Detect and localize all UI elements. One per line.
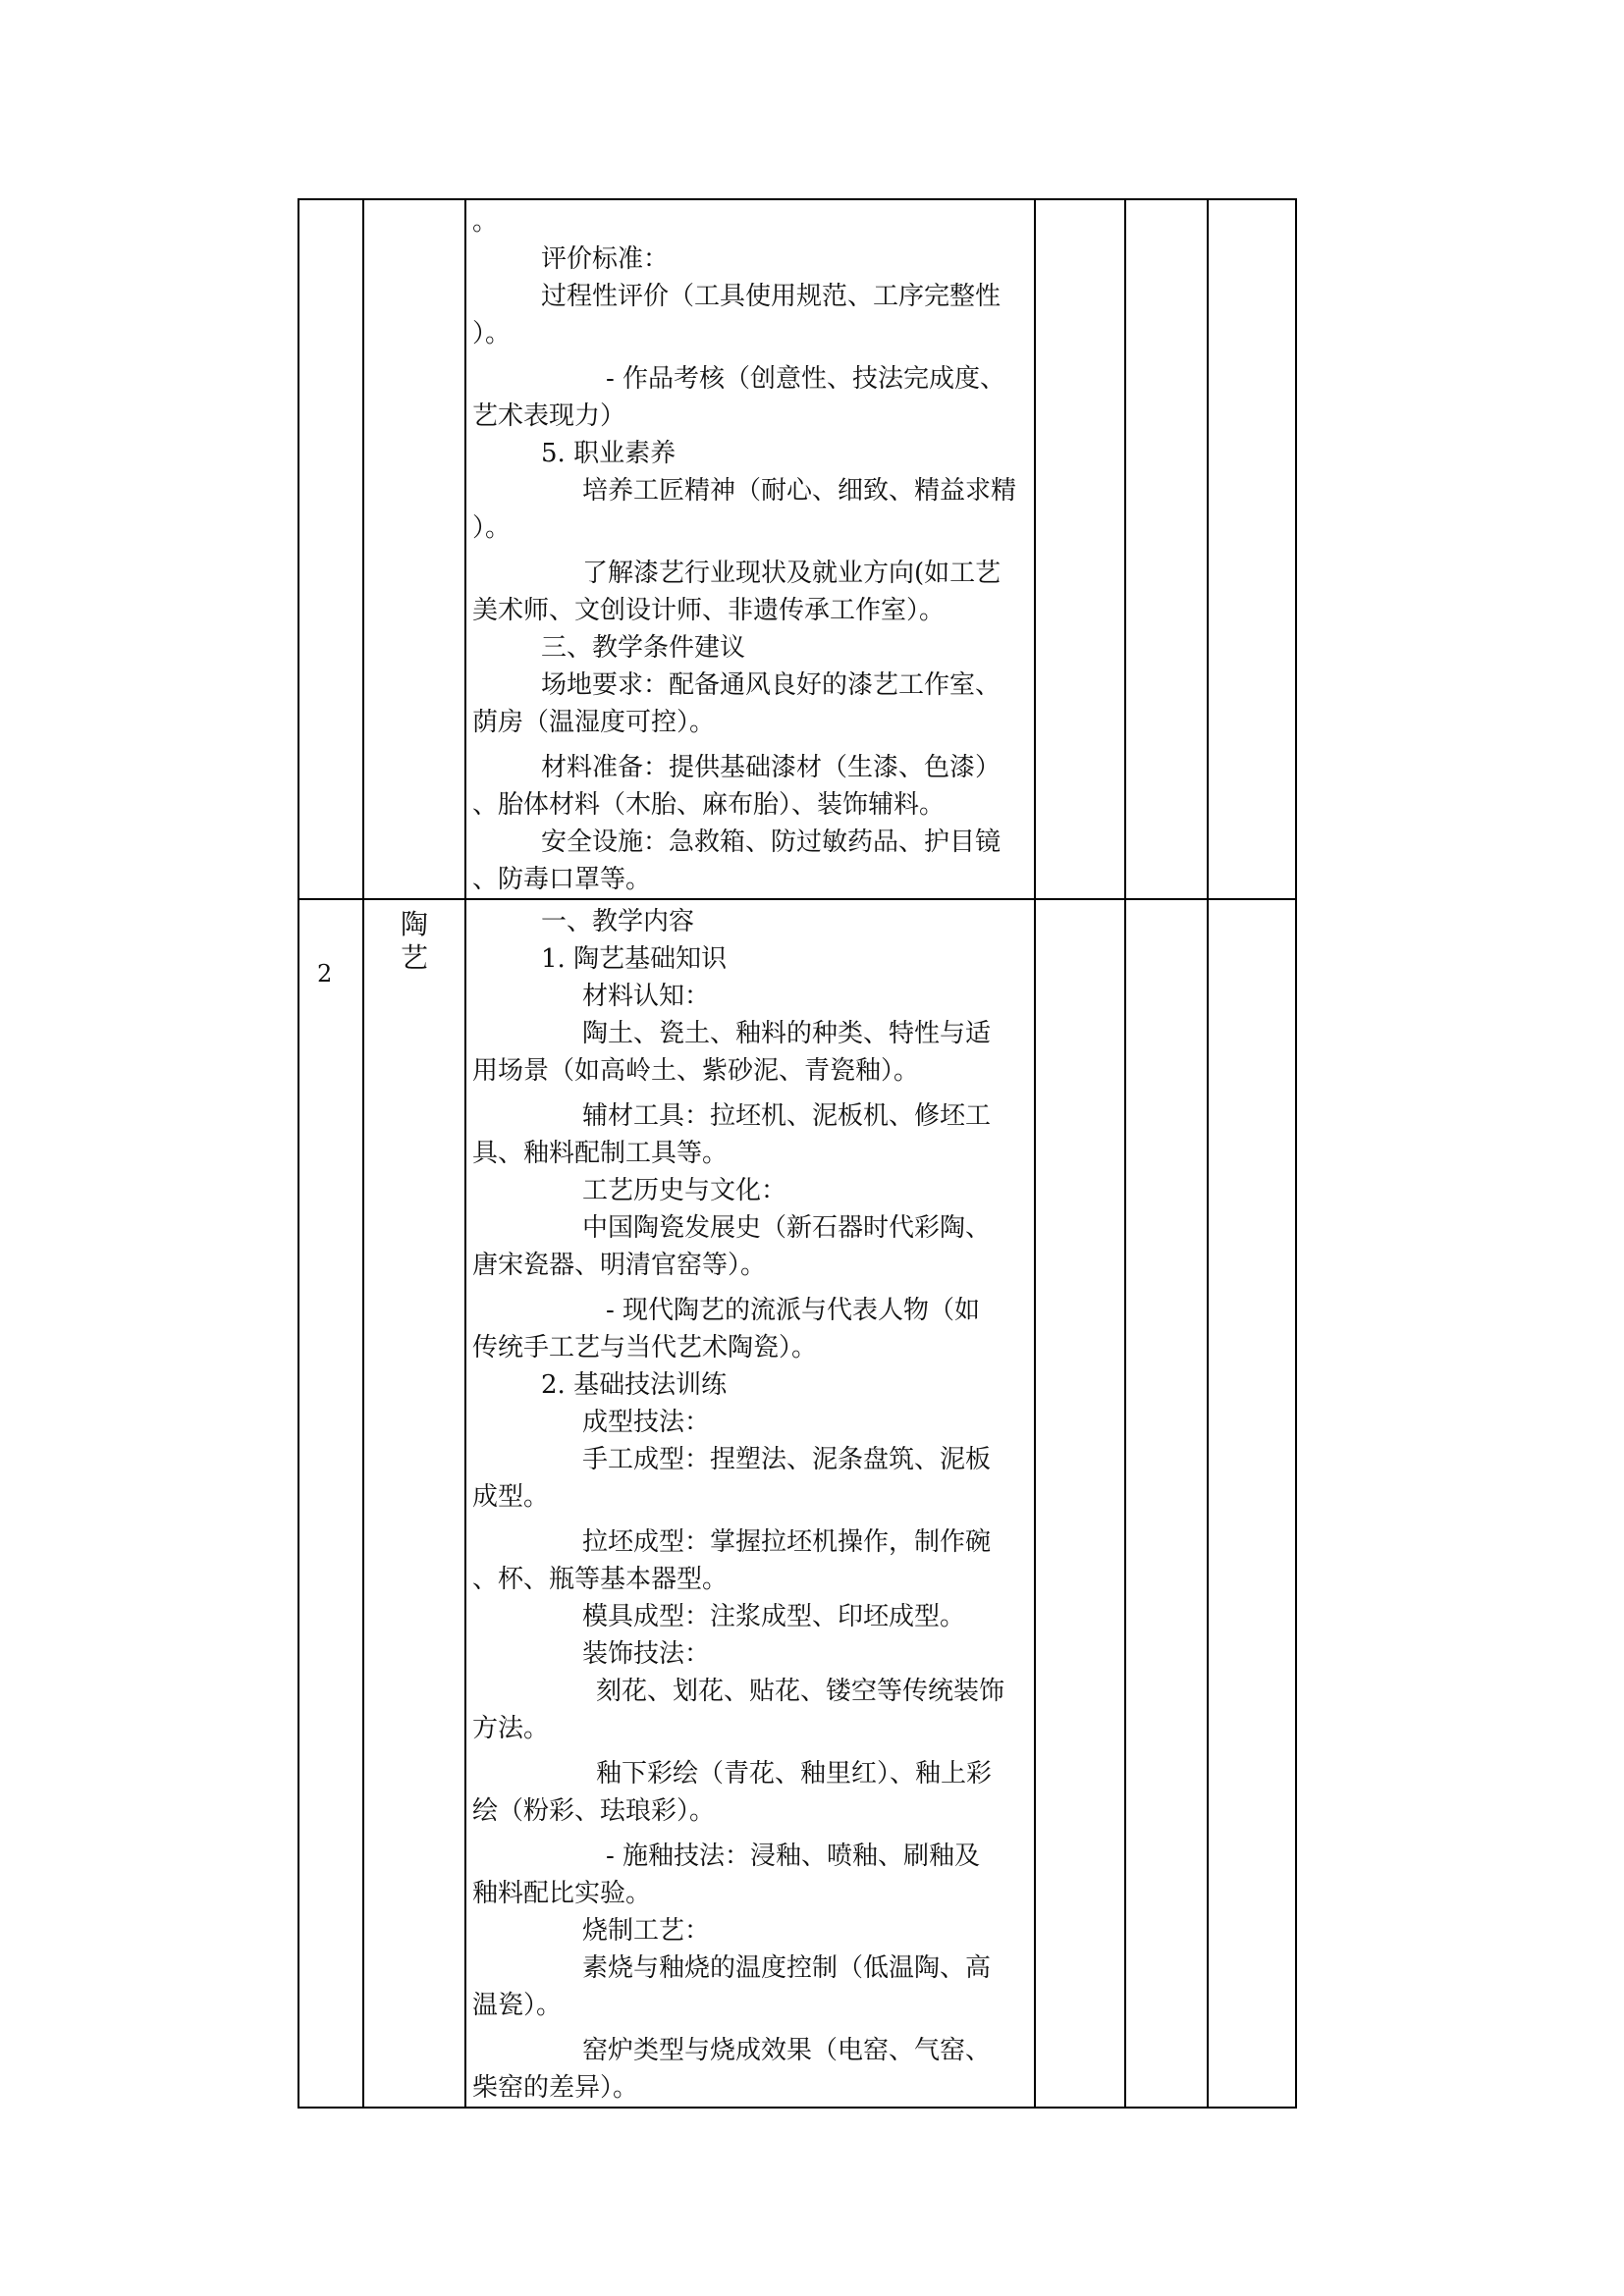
content-line: - 施釉技法：浸釉、喷釉、刷釉及 bbox=[606, 1842, 981, 1871]
course-cell bbox=[363, 199, 465, 899]
content-line: 美术师、文创设计师、非遗传承工作室）。 bbox=[472, 596, 946, 625]
content-line: 工艺历史与文化： bbox=[582, 1176, 787, 1205]
content-line: 绘（粉彩、珐琅彩）。 bbox=[472, 1796, 716, 1826]
curriculum-table bbox=[298, 198, 1297, 2109]
content-cell bbox=[465, 899, 1035, 2108]
content-line: 培养工匠精神（耐心、细致、精益求精 bbox=[582, 476, 1017, 506]
content-line: 唐宋瓷器、明清官窑等）。 bbox=[472, 1251, 767, 1280]
content-line: 成型技法： bbox=[582, 1408, 711, 1437]
content-line: - 作品考核（创意性、技法完成度、 bbox=[606, 364, 1006, 394]
content-line: 刻花、划花、贴花、镂空等传统装饰 bbox=[596, 1677, 1005, 1706]
table-row-lacquer-continued bbox=[298, 199, 1296, 899]
empty-cell-c bbox=[1208, 899, 1296, 2108]
content-line: 、防毒口罩等。 bbox=[472, 865, 652, 894]
content-line: 1. 陶艺基础知识 bbox=[541, 944, 728, 974]
empty-cell-a bbox=[1035, 899, 1125, 2108]
content-cell bbox=[465, 199, 1035, 899]
content-line: 。 bbox=[472, 207, 499, 237]
content-line: 材料认知： bbox=[582, 982, 711, 1011]
seq-cell bbox=[298, 199, 363, 899]
empty-cell-c bbox=[1208, 199, 1296, 899]
content-line: 手工成型：捏塑法、泥条盘筑、泥板 bbox=[582, 1445, 992, 1474]
content-line: 烧制工艺： bbox=[582, 1916, 711, 1946]
content-line: 具、釉料配制工具等。 bbox=[472, 1139, 729, 1168]
content-line: - 现代陶艺的流派与代表人物（如 bbox=[606, 1296, 981, 1325]
content-line: 材料准备：提供基础漆材（生漆、色漆） bbox=[541, 753, 1001, 782]
content-line: 釉料配比实验。 bbox=[472, 1879, 652, 1908]
course-cell bbox=[363, 899, 465, 2108]
content-line: 窑炉类型与烧成效果（电窑、气窑、 bbox=[582, 2036, 992, 2065]
content-line: 了解漆艺行业现状及就业方向(如工艺 bbox=[582, 559, 1001, 588]
content-line: 5. 职业素养 bbox=[541, 439, 677, 468]
content-line: 方法。 bbox=[472, 1714, 550, 1743]
content-line: 过程性评价（工具使用规范、工序完整性 bbox=[541, 282, 1001, 311]
content-line: 场地要求：配备通风良好的漆艺工作室、 bbox=[541, 670, 1001, 700]
content-text bbox=[466, 200, 1034, 898]
content-line: 素烧与釉烧的温度控制（低温陶、高 bbox=[582, 1953, 992, 1983]
empty-cell-a bbox=[1035, 199, 1125, 899]
content-line: 三、教学条件建议 bbox=[541, 633, 746, 663]
content-line: ）。 bbox=[472, 513, 512, 543]
content-line: 用场景（如高岭土、紫砂泥、青瓷釉）。 bbox=[472, 1056, 920, 1086]
content-line: 、杯、瓶等基本器型。 bbox=[472, 1565, 729, 1594]
seq-cell bbox=[298, 899, 363, 2108]
empty-cell-b bbox=[1125, 899, 1208, 2108]
table-row-ceramics bbox=[298, 899, 1296, 2108]
content-line: 中国陶瓷发展史（新石器时代彩陶、 bbox=[582, 1213, 992, 1243]
content-line: 评价标准： bbox=[541, 244, 670, 274]
content-line: 、胎体材料（木胎、麻布胎）、装饰辅料。 bbox=[472, 790, 946, 820]
content-line: 安全设施：急救箱、防过敏药品、护目镜 bbox=[541, 828, 1001, 857]
empty-cell-b bbox=[1125, 199, 1208, 899]
content-line: 艺术表现力） bbox=[472, 401, 626, 431]
content-line: 陶土、瓷土、釉料的种类、特性与适 bbox=[582, 1019, 992, 1048]
content-line: 传统手工艺与当代艺术陶瓷）。 bbox=[472, 1333, 818, 1362]
row-number: 2 bbox=[317, 960, 333, 988]
content-line: 一、教学内容 bbox=[541, 907, 695, 936]
content-line: 釉下彩绘（青花、釉里红）、釉上彩 bbox=[596, 1759, 993, 1789]
content-line: 温瓷）。 bbox=[472, 1991, 563, 2020]
content-line: 2. 基础技法训练 bbox=[541, 1370, 728, 1400]
course-name: 陶 艺 bbox=[400, 908, 428, 974]
content-line: 装饰技法： bbox=[582, 1639, 711, 1669]
content-text bbox=[466, 900, 1034, 2107]
content-line: 柴窑的差异）。 bbox=[472, 2073, 639, 2103]
content-line: ）。 bbox=[472, 319, 512, 348]
content-line: 辅材工具：拉坯机、泥板机、修坯工 bbox=[582, 1101, 992, 1131]
content-line: 成型。 bbox=[472, 1482, 550, 1512]
content-line: 模具成型：注浆成型、印坯成型。 bbox=[582, 1602, 966, 1631]
content-line: 荫房（温湿度可控）。 bbox=[472, 708, 716, 737]
content-line: 拉坯成型：掌握拉坯机操作，制作碗 bbox=[582, 1527, 992, 1557]
